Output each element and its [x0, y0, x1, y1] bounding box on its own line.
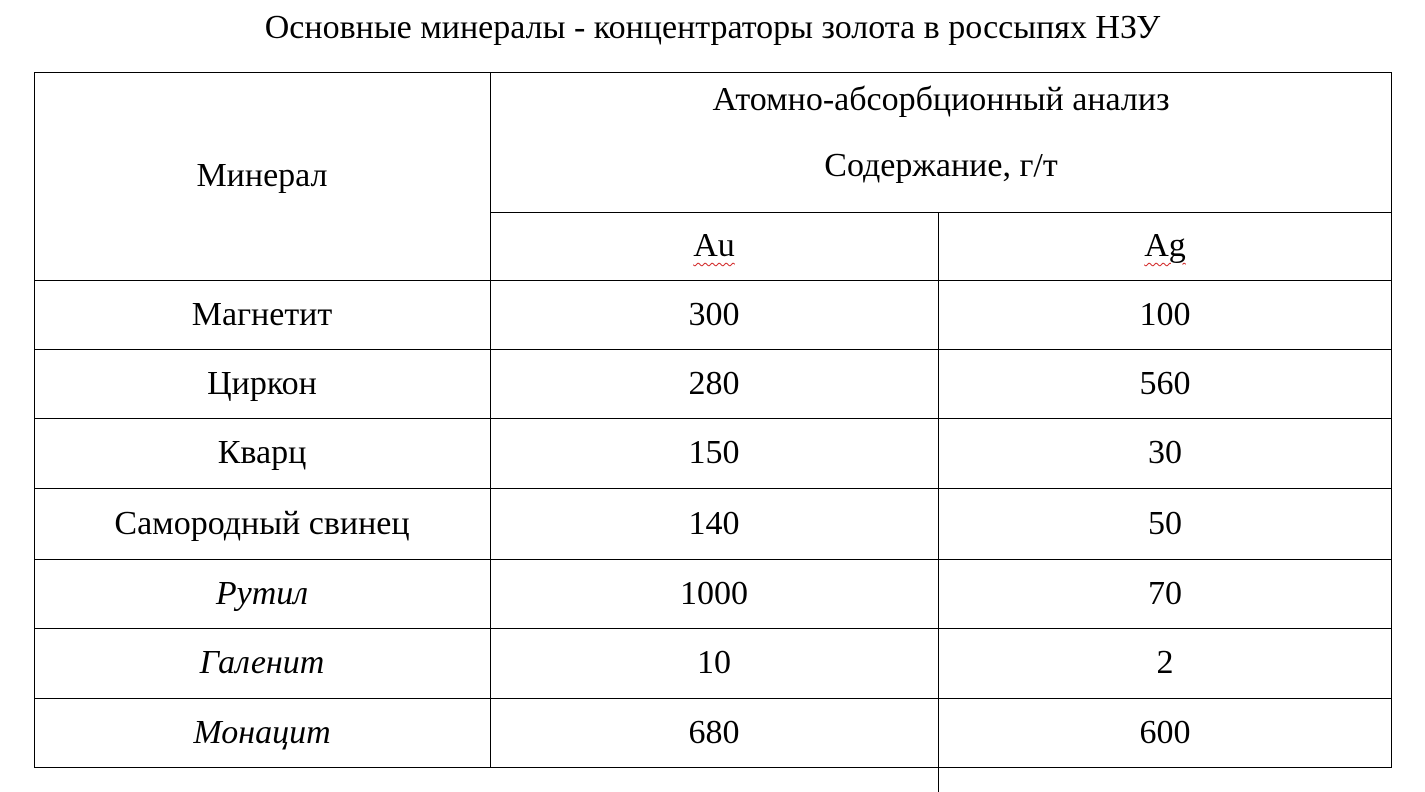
- ag-value-cell: 600: [1139, 713, 1191, 751]
- mineral-cell: Циркон: [207, 364, 317, 402]
- ag-column-header: [938, 212, 1392, 280]
- mineral-cell: Галенит: [199, 644, 325, 681]
- au-value-cell: 280: [688, 364, 740, 402]
- ag-value-cell: 30: [1148, 434, 1182, 471]
- au-header-text: Au: [693, 227, 735, 264]
- au-value-cell: 1000: [680, 574, 748, 612]
- ag-value-cell: 70: [1148, 574, 1182, 612]
- au-value-cell: 300: [688, 295, 740, 333]
- analysis-header-group: [490, 72, 1392, 212]
- analysis-header: Атомно-абсорбционный анализ: [712, 81, 1170, 118]
- au-value-cell: 140: [688, 504, 740, 542]
- mineral-cell: Рутил: [215, 574, 309, 612]
- au-value-cell: 680: [688, 713, 740, 751]
- au-value-cell: 150: [688, 434, 740, 471]
- ag-header-text: Ag: [1144, 227, 1186, 264]
- content-unit-header: Содержание, г/т: [824, 147, 1058, 184]
- ag-value-cell: 50: [1148, 504, 1182, 542]
- au-value-cell: 10: [697, 644, 731, 681]
- ag-value-cell: 100: [1139, 295, 1191, 333]
- ag-value-cell: 560: [1139, 364, 1191, 402]
- mineral-cell: Самородный свинец: [114, 504, 410, 542]
- ag-value-cell: 2: [1156, 644, 1174, 681]
- mineral-cell: Монацит: [193, 713, 331, 751]
- table-border-bottom: [34, 767, 1392, 768]
- mineral-cell: Магнетит: [191, 295, 333, 333]
- document-title: Основные минералы - концентраторы золота в россыпях НЗУ: [264, 9, 1161, 46]
- au-column-header: [490, 212, 938, 280]
- mineral-column-header: Минерал: [196, 157, 328, 194]
- mineral-cell: Кварц: [217, 434, 307, 471]
- minerals-table: [34, 72, 1392, 768]
